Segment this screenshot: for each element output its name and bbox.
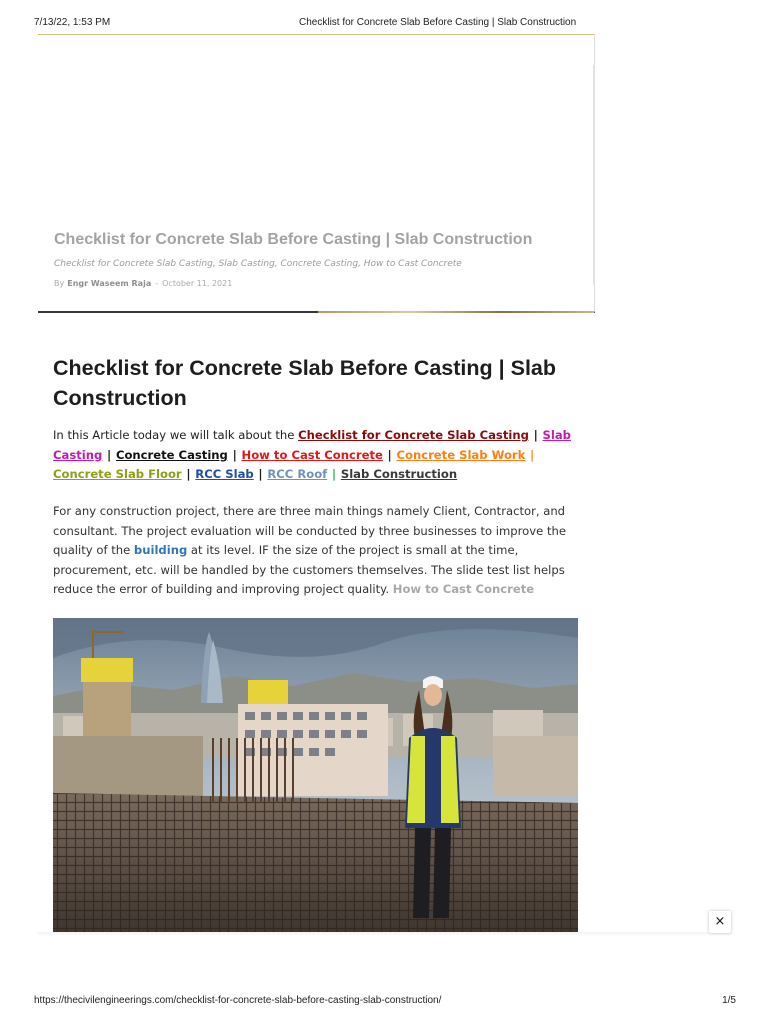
link-rcc-roof[interactable]: RCC Roof <box>267 467 328 481</box>
hero-title[interactable]: Checklist for Concrete Slab Before Casting | Slab Construction <box>54 231 533 248</box>
hero-card-accent <box>318 311 594 313</box>
hero-card-edge <box>593 65 595 285</box>
link-concrete-casting[interactable]: Concrete Casting <box>115 447 228 462</box>
meta-separator: - <box>155 279 159 288</box>
body-text-1: For any construction project, there are three main things namely Client, Contractor, and consultant. The project evaluation will be conducted by three businesses to improve the quality of the <box>53 504 566 557</box>
link-building[interactable]: building <box>133 543 188 557</box>
link-how-to-cast-concrete-inline[interactable]: How to Cast Concrete <box>392 582 535 596</box>
link-separator: | <box>533 428 538 442</box>
ad-bar <box>38 932 732 936</box>
page-number: 1/5 <box>722 995 736 1006</box>
link-checklist-slab-casting[interactable]: Checklist for Concrete Slab Casting <box>298 428 529 442</box>
link-separator: | <box>331 467 337 481</box>
link-separator: | <box>530 447 535 462</box>
link-separator: | <box>232 447 237 462</box>
author-link[interactable]: Engr Waseem Raja <box>67 279 152 288</box>
article-title: Checklist for Concrete Slab Before Casting | Slab Construction <box>53 356 557 410</box>
link-how-to-cast-concrete[interactable]: How to Cast Concrete <box>241 447 383 462</box>
hero-card[interactable] <box>38 34 595 313</box>
print-page-title: Checklist for Concrete Slab Before Casting | Slab Construction <box>299 17 577 28</box>
print-datetime: 7/13/22, 1:53 PM <box>34 17 111 28</box>
link-slab-construction[interactable]: Slab Construction <box>340 467 458 481</box>
hero-tags: Checklist for Concrete Slab Casting, Slab Casting, Concrete Casting, How to Cast Concrete <box>54 259 462 269</box>
intro-paragraph <box>53 426 588 485</box>
link-separator: | <box>107 447 112 462</box>
post-date: October 11, 2021 <box>162 279 233 288</box>
construction-site-photo <box>53 618 578 932</box>
link-rcc-slab[interactable]: RCC Slab <box>195 467 254 481</box>
link-separator: | <box>186 467 191 481</box>
link-concrete-slab-floor[interactable]: Concrete Slab Floor <box>53 467 182 481</box>
body-text-2: at its level. IF the size of the project is small at the time, procurement, etc. will be handled by the customers themselves. The slide test list helps reduce the error of building and improving project quality. <box>53 543 565 596</box>
link-slab-casting[interactable]: Slab Casting <box>53 428 571 462</box>
by-label: By <box>54 279 65 288</box>
link-separator: | <box>387 447 392 462</box>
link-concrete-slab-work[interactable]: Concrete Slab Work <box>396 447 526 462</box>
intro-text: In this Article today we will talk about the <box>53 428 299 442</box>
article-photo <box>53 618 578 932</box>
body-paragraph <box>53 502 578 600</box>
hero-meta <box>54 279 232 288</box>
print-url: https://thecivilengineerings.com/checklist-for-concrete-slab-before-casting-slab-construction/ <box>34 995 442 1006</box>
close-ad-button[interactable]: × <box>709 911 731 933</box>
link-separator: | <box>258 467 263 481</box>
